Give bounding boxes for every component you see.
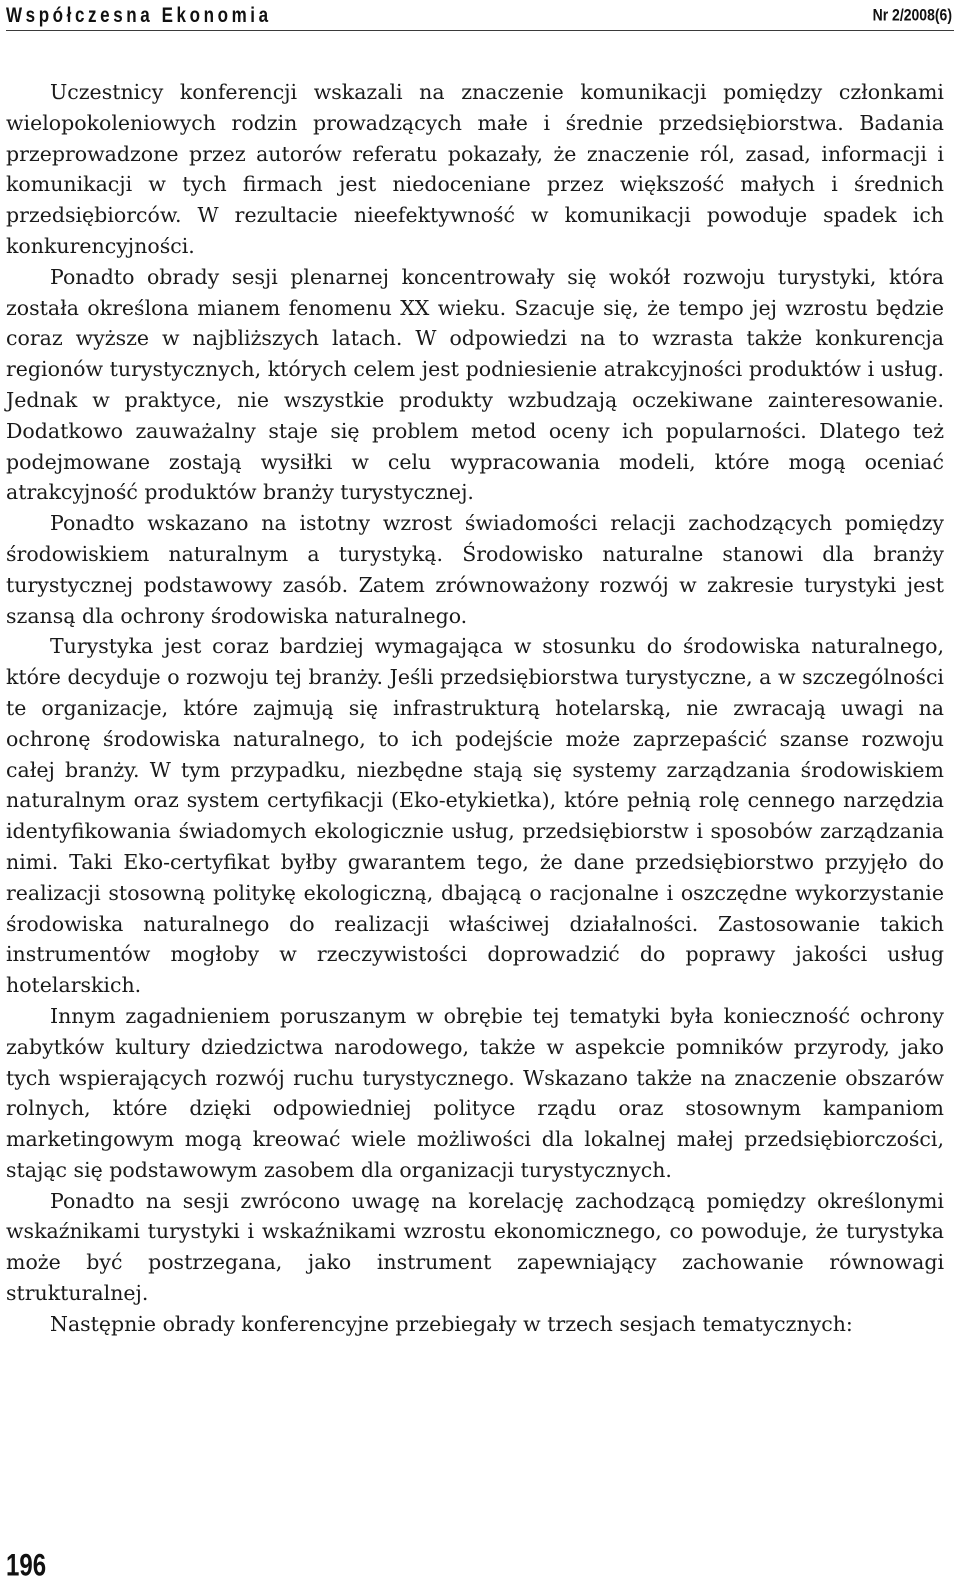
- running-header: [6, 0, 954, 31]
- issue-number: Nr 2/2008(6): [872, 5, 952, 25]
- paragraph: Ponadto na sesji zwrócono uwagę na korelację zachodzącą pomiędzy określonymi wskaźnikami turystyki i wskaźnikami wzrostu ekonomicznego, co powoduje, że turystyka może być postrzegana, jako instrument zapewniający zachowanie równowagi strukturalnej.: [6, 1188, 944, 1306]
- paragraph: Ponadto wskazano na istotny wzrost świadomości relacji zachodzących pomiędzy środowiskiem naturalnym a turystyką. Środowisko naturalne stanowi dla branży turystycznej podstawowy zasób. Zatem zrównoważony rozwój w zakresie turystyki jest szansą dla ochrony środowiska naturalnego.: [6, 511, 944, 628]
- paragraph: Ponadto obrady sesji plenarnej koncentrowały się wokół rozwoju turystyki, która została określona mianem fenomenu XX wieku. Szacuje się, że tempo jej wzrostu będzie coraz wyższe w najbliższych latach. W odpowiedzi na to wzrasta także konkurencja regionów turystycznych, których celem jest podniesienie atrakcyjności produktów i usług. Jednak w praktyce, nie wszystkie produkty wzbudzają oczekiwane zainteresowanie. Dodatkowo zauważalny staje się problem metod oceny ich popularności. Dlatego też podejmowane zostają wysiłki w celu wypracowania modeli, które mogą oceniać atrakcyjność produktów branży turystycznej.: [6, 264, 944, 505]
- paragraph: Uczestnicy konferencji wskazali na znaczenie komunikacji pomiędzy członkami wielopokoleniowych rodzin prowadzących małe i średnie przedsiębiorstwa. Badania przeprowadzone przez autorów referatu pokazały, że znaczenie ról, zasad, informacji i komunikacji w tych firmach jest niedoceniane przez większość małych i średnich przedsiębiorców. W rezultacie nieefektywność w komunikacji powoduje spadek ich konkurencyjności.: [6, 80, 944, 258]
- paragraph: Turystyka jest coraz bardziej wymagająca w stosunku do środowiska naturalnego, które decyduje o rozwoju tej branży. Jeśli przedsiębiorstwa turystyczne, a w szczególności te organizacje, które zajmują się infrastrukturą hotelarską, nie zwracają uwagi na ochronę środowiska naturalnego, to ich podejście może zaprzepaścić szanse rozwoju całej branży. W tym przypadku, niezbędne stają się systemy zarządzania środowiskiem naturalnym oraz system certyfikacji (Eko-etykietka), które pełnią rolę cennego narzędzia identyfikowania świadomych ekologicznie usług, przedsiębiorstw i sposobów zarządzania nimi. Taki Eko-certyfikat byłby gwarantem tego, że dane przedsiębiorstwo przyjęło do realizacji stosowną politykę ekologiczną, dbającą o racjonalne i oszczędne wykorzystanie środowiska naturalnego do realizacji właściwej działalności. Zastosowanie takich instrumentów mogłoby w rzeczywistości doprowadzić do poprawy jakości usług hotelarskich.: [6, 634, 944, 998]
- page-number: 196: [6, 1548, 47, 1584]
- article-body: [6, 77, 944, 1340]
- paragraph: Innym zagadnieniem poruszanym w obrębie tej tematyki była konieczność ochrony zabytków kultury dziedzictwa narodowego, także w aspekcie pomników przyrody, jako tych wspierających rozwój ruchu turystycznego. Wskazano także na znaczenie obszarów rolnych, które dzięki odpowiedniej polityce rządu oraz stosownym kampaniom marketingowym mogą kreować wiele możliwości dla lokalnej małej przedsiębiorczości, stając się podstawowym zasobem dla organizacji turystycznych.: [6, 1003, 944, 1182]
- paragraph: Następnie obrady konferencyjne przebiegały w trzech sesjach tematycznych:: [50, 1311, 853, 1336]
- journal-title: Współczesna Ekonomia: [6, 3, 272, 27]
